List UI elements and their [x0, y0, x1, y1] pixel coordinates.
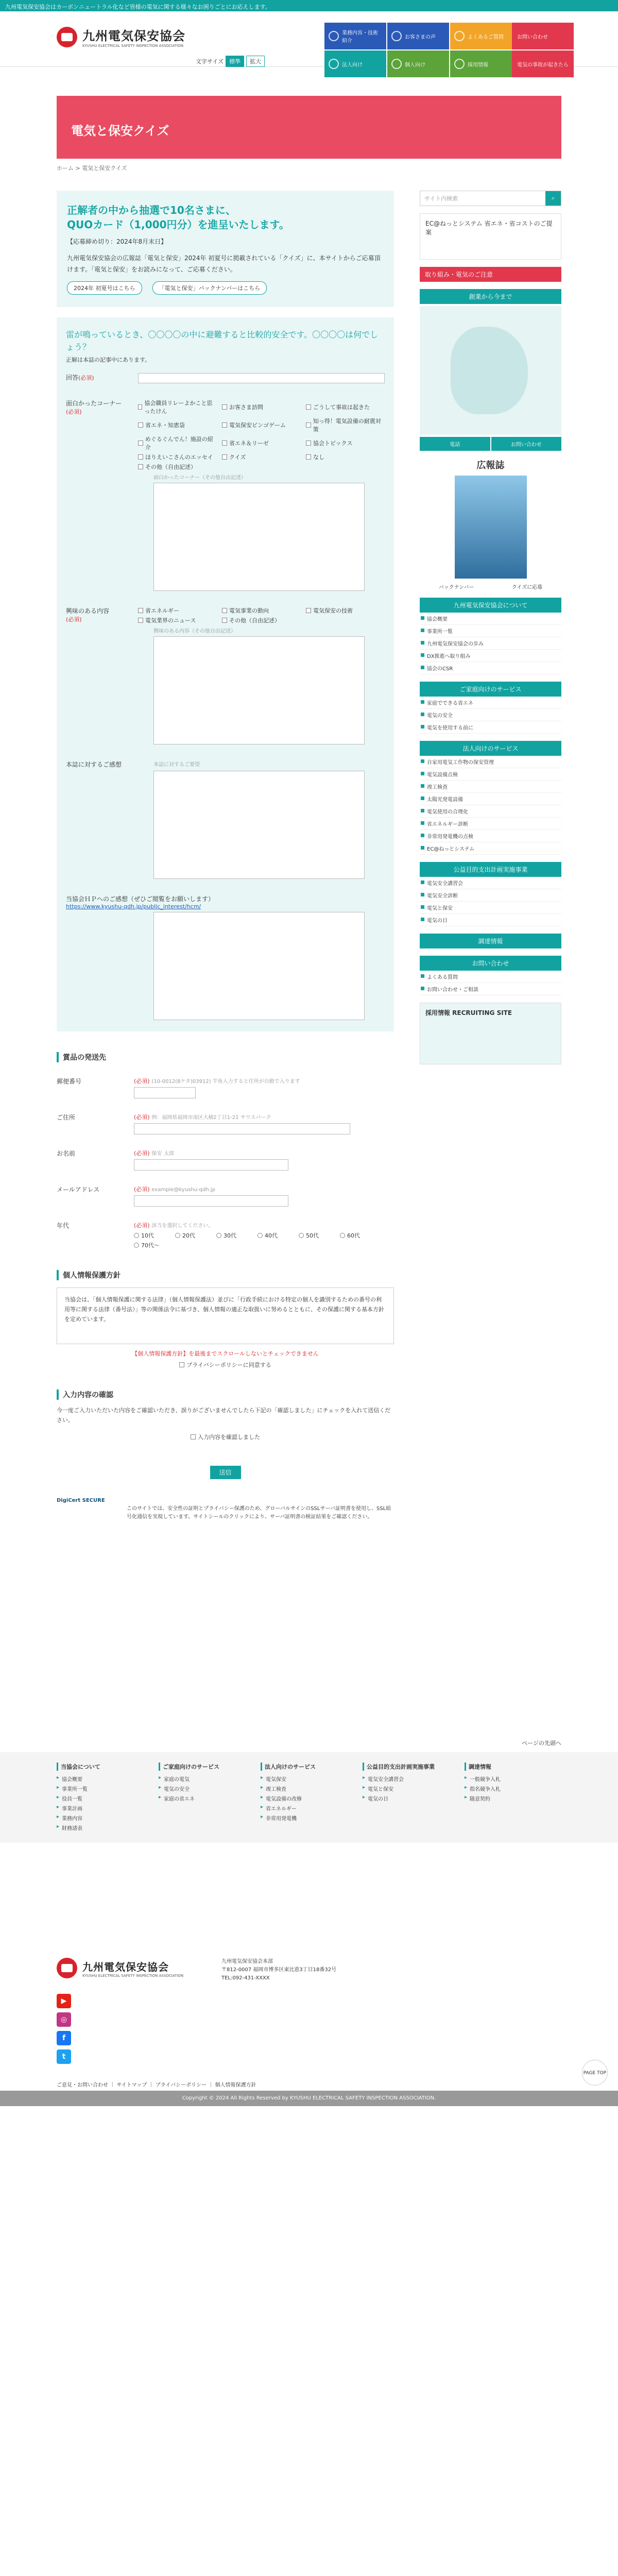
interest-checkbox[interactable] — [222, 606, 301, 615]
nav-individual[interactable] — [387, 50, 449, 77]
footer-link[interactable]: ▸ 電気の日 — [363, 1793, 459, 1803]
footer-logo-sub: KYUSHU ELECTRICAL SAFETY INSPECTION ASSOCIATION — [82, 1973, 184, 1978]
age-hint: 該当を選択してください。 — [151, 1223, 214, 1229]
quiz-form — [57, 317, 394, 1031]
age-radio[interactable] — [175, 1231, 211, 1240]
footer-link[interactable]: ▸ 電気の安全 — [159, 1784, 255, 1793]
web-label: 当協会ＨＰへのご感想（ぜひご閲覧をお願いします） — [66, 895, 215, 903]
corner-checkbox[interactable] — [138, 399, 217, 415]
notice-body: 九州電気保安協会の広報誌「電気と保安」2024年 初夏号に掲載されている「クイズ」に、本サイトからご応募頂けます。「電気と保安」をお読みになって、ご応募ください。 — [67, 255, 381, 273]
web-textarea[interactable] — [153, 912, 365, 1020]
contact-link[interactable]: よくある質問 — [420, 971, 561, 983]
interest-checkbox[interactable] — [222, 616, 301, 624]
radio-label: 50代 — [306, 1232, 319, 1240]
name-label: お名前 — [57, 1150, 76, 1158]
footer-link[interactable]: ▸ 指名競争入札 — [465, 1784, 561, 1793]
footer — [0, 1739, 618, 2101]
logo-icon — [57, 1958, 77, 1978]
address-input[interactable] — [134, 1123, 350, 1134]
nav-recruit[interactable] — [450, 50, 512, 77]
nav-label: よくあるご質問 — [468, 34, 504, 40]
back-number-link[interactable]: バックナンバー — [438, 585, 474, 590]
facebook-icon[interactable]: f — [57, 2031, 71, 2045]
voice-icon — [391, 31, 402, 41]
zip-label: 郵便番号 — [57, 1078, 82, 1086]
required-mark: (必須) — [66, 409, 82, 416]
email-hint: example@kyushu-qdh.jp — [151, 1187, 215, 1193]
interest-checkbox[interactable] — [138, 606, 217, 615]
corner-checkbox[interactable] — [222, 453, 301, 461]
privacy-warning: 【個人情報保護方針】を最後までスクロールしないとチェックできません — [132, 1350, 319, 1358]
main-content — [57, 191, 394, 1529]
zip-hint: (10-0012(8ケタ)03912) 半角入力すると住所が自動で入ります — [151, 1079, 300, 1085]
biz-link[interactable]: 電気設備点検 — [420, 768, 561, 781]
nav-voice[interactable] — [387, 23, 449, 49]
about-link[interactable]: 協会のCSR — [420, 662, 561, 674]
twitter-icon[interactable]: t — [57, 2049, 71, 2064]
nav-corporate[interactable] — [324, 50, 386, 77]
address-label: ご住所 — [57, 1114, 76, 1122]
map-contact-button[interactable]: お問い合わせ — [491, 437, 562, 451]
page-title: 電気と保安クイズ — [71, 124, 169, 138]
checkbox-label: なし — [313, 454, 324, 461]
web-link[interactable]: https://www.kyushu-qdh.jp/public_interest/hcm/ — [66, 903, 201, 910]
privacy-agree-label: プライバシーポリシーに同意する — [186, 1362, 271, 1369]
current-issue-button[interactable]: 2024年 初夏号はこちら — [67, 281, 142, 295]
contact-label: お問い合わせ — [517, 34, 548, 40]
person-icon — [454, 59, 465, 69]
name-input[interactable] — [134, 1159, 288, 1171]
biz-link[interactable]: 電気使用の合理化 — [420, 805, 561, 818]
quiz-link[interactable]: クイズに応募 — [511, 585, 543, 590]
kyushu-map[interactable] — [420, 306, 561, 435]
required-mark: (必須) — [134, 1186, 150, 1193]
corner-label: 面白かったコーナー — [66, 400, 122, 408]
youtube-icon[interactable]: ▶ — [57, 1994, 71, 2008]
request-label: 本誌に対するご感想 — [66, 761, 122, 769]
corner-free-hint: 面白かったコーナー（その他自由記述） — [153, 475, 246, 481]
checkbox-label: その他（自由記述） — [229, 617, 280, 624]
age-radios — [134, 1231, 376, 1249]
nav-business[interactable] — [324, 23, 386, 49]
interest-checkboxes — [138, 606, 385, 624]
nav-label: 個人向け — [405, 62, 425, 68]
footer-address: 九州電気保安協会本部 〒812-0007 福岡市博多区東比恵3丁目18番32号 TEL:092-431-XXXX — [221, 1959, 337, 1981]
interest-label: 興味のある内容 — [66, 607, 110, 615]
checkbox-label: 電気保安の技術 — [313, 607, 353, 615]
topbar: 九州電気保安協会はカーボンニュートラル化など皆様の電気に関する様々なお困りごとにお応えします。 — [0, 0, 618, 11]
interest-checkbox[interactable] — [306, 606, 385, 615]
age-radio[interactable] — [299, 1231, 335, 1240]
checkbox-label: 電気保安ビンゴゲーム — [229, 422, 286, 429]
nav-faq[interactable] — [450, 23, 512, 49]
footer-logo[interactable] — [57, 1958, 183, 1978]
public-bar: 公益目的支出計画実施事業 — [420, 862, 561, 877]
map-phone-button[interactable]: 電話 — [420, 437, 490, 451]
confirm-section-title: 入力内容の確認 — [57, 1389, 394, 1400]
footer-col-title: 法人向けのサービス — [261, 1762, 357, 1771]
search-placeholder: サイト内検索 — [424, 195, 458, 202]
notice-line1: 正解者の中から抽選で10名さまに、 — [67, 204, 236, 216]
corner-checkbox[interactable] — [222, 435, 301, 451]
footer-link[interactable]: ▸ 随意契約 — [465, 1793, 561, 1803]
sidebar — [420, 191, 561, 1064]
pagetop-button[interactable]: PAGE TOP — [582, 2060, 608, 2086]
checkbox-label: 省エネ＆リーゼ — [229, 440, 269, 447]
sns-links — [57, 1994, 71, 2064]
header-red-buttons — [512, 23, 574, 77]
footer-link[interactable]: ▸ 家庭の電気 — [159, 1774, 255, 1784]
age-radio[interactable] — [134, 1241, 170, 1249]
footer-link[interactable]: ▸ 事業所一覧 — [57, 1784, 153, 1793]
breadcrumb: ホーム > 電気と保安クイズ — [57, 165, 127, 172]
radio-label: 30代 — [224, 1232, 236, 1240]
prize-notice — [57, 191, 394, 307]
corner-checkbox[interactable] — [138, 435, 217, 451]
radio-label: 40代 — [265, 1232, 278, 1240]
footer-col-title: 調達情報 — [465, 1762, 561, 1771]
required-mark: (必須) — [134, 1150, 150, 1157]
prize-section-title: 賞品の発送先 — [57, 1052, 394, 1062]
corner-checkbox[interactable] — [306, 435, 385, 451]
required-mark: (必須) — [134, 1078, 150, 1085]
nav-label: 採用情報 — [468, 62, 488, 68]
faq-icon — [454, 31, 465, 41]
ec-net-banner[interactable]: EC@ねっとシステム 省エネ・省コストのご提案 — [420, 213, 561, 260]
required-mark: (必須) — [78, 375, 94, 382]
header-nav — [324, 23, 512, 77]
footer-link[interactable]: ▸ 役員一覧 — [57, 1793, 153, 1803]
corner-checkbox[interactable] — [222, 417, 301, 433]
footer-link[interactable]: ▸ 電気安全講習会 — [363, 1774, 459, 1784]
page-hero — [57, 96, 561, 159]
request-textarea[interactable] — [153, 771, 365, 879]
biz-link[interactable]: 自家用電気工作物の保安管理 — [420, 756, 561, 768]
age-radio[interactable] — [134, 1231, 170, 1240]
public-link[interactable]: 電気と保安 — [420, 902, 561, 914]
checkbox-label: 知っ得！電気設備の耐震対策 — [313, 418, 381, 433]
age-radio[interactable] — [340, 1231, 376, 1240]
privacy-policy-box[interactable]: 当協会は、「個人情報保護に関する法律」（個人情報保護法）並びに「行政手続における特定の個人を識別するための番号の利用等に関する法律（番号法）」等の関係法令に基づき、個人情報の適正な取扱いに努めるとともに、その保護に関する基本方針を定めています。 — [57, 1287, 394, 1344]
submit-button[interactable]: 送信 — [210, 1466, 241, 1479]
about-link[interactable]: 事業所一覧 — [420, 625, 561, 637]
about-link[interactable]: 協会概要 — [420, 613, 561, 625]
corner-free-textarea[interactable] — [153, 483, 365, 591]
biz-link[interactable]: 太陽光発電設備 — [420, 793, 561, 805]
footer-link[interactable]: ▸ 竣工検査 — [261, 1784, 357, 1793]
checkbox-label: めぐるぐんでん！施設の紹介 — [145, 436, 213, 451]
privacy-agree-checkbox[interactable] — [57, 1361, 394, 1369]
biz-link[interactable]: EC@ねっとシステム — [420, 842, 561, 855]
checkbox-label: ごうして事故は起きた — [313, 404, 370, 411]
zip-input[interactable] — [134, 1087, 196, 1098]
request-hint: 本誌に対するご要望 — [153, 762, 200, 768]
fontsize-standard-button[interactable]: 標準 — [226, 56, 244, 67]
footer-link[interactable]: ▸ 電気保安 — [261, 1774, 357, 1784]
nav-label: 業務内容・技術紹介 — [342, 30, 378, 44]
accident-label: 電気の事故が起きたら — [517, 62, 569, 68]
notice-deadline: 【応募締め切り：2024年8月末日】 — [67, 238, 167, 245]
back-number-button[interactable]: 「電気と保安」バックナンバーはこちら — [152, 281, 267, 295]
footer-link[interactable]: ▸ 業務内容 — [57, 1813, 153, 1823]
site-search-input[interactable] — [420, 191, 561, 206]
required-mark: (必須) — [134, 1222, 150, 1229]
footer-bottom — [0, 1958, 618, 2101]
interest-free-hint: 興味のある内容（その他自由記述） — [153, 629, 236, 635]
age-radio[interactable] — [216, 1231, 252, 1240]
footer-link[interactable]: ▸ 電気設備の改修 — [261, 1793, 357, 1803]
biz-link[interactable]: 省エネルギー診断 — [420, 818, 561, 830]
ssl-seal[interactable]: DigiCert SECURE — [57, 1497, 105, 1503]
interest-free-textarea[interactable] — [153, 636, 365, 744]
history-bar[interactable]: 創業から今まで — [420, 289, 561, 304]
footer-col-title: 当協会について — [57, 1762, 153, 1771]
radio-label: 10代 — [141, 1232, 154, 1240]
instagram-icon[interactable]: ◎ — [57, 2012, 71, 2027]
corner-checkbox[interactable] — [306, 417, 385, 433]
email-label: メールアドレス — [57, 1186, 100, 1194]
about-bar: 九州電気保安協会について — [420, 598, 561, 613]
footer-link[interactable]: ▸ 家庭の省エネ — [159, 1793, 255, 1803]
ssl-seal-row — [57, 1498, 394, 1529]
public-link[interactable]: 電気の日 — [420, 914, 561, 926]
name-hint-last: 保安 — [151, 1151, 162, 1157]
checkbox-label: その他（自由記述） — [145, 464, 196, 471]
quiz-hint: 正解は本誌の記事中にあります。 — [66, 357, 151, 364]
nav-label: 法人向け — [342, 62, 363, 68]
footer-col-title: 公益目的支出計画実施事業 — [363, 1762, 459, 1771]
notice-line2: QUOカード（1,000円分）を進呈いたします。 — [67, 218, 289, 231]
nav-label: お客さまの声 — [405, 34, 436, 40]
corner-checkboxes — [138, 399, 385, 471]
interest-checkbox[interactable] — [138, 616, 217, 624]
footer-link[interactable]: ▸ 省エネルギー — [261, 1803, 357, 1813]
site-logo[interactable] — [57, 26, 185, 48]
footer-link[interactable]: ▸ 電気と保安 — [363, 1784, 459, 1793]
home-service-bar: ご家庭向けのサービス — [420, 682, 561, 697]
footer-link[interactable]: ▸ 一般競争入札 — [465, 1774, 561, 1784]
footer-link[interactable]: ▸ 非常用発電機 — [261, 1813, 357, 1823]
required-mark: (必須) — [66, 616, 82, 623]
footer-col-title: ご家庭向けのサービス — [159, 1762, 255, 1771]
checkbox-label: 協会トピックス — [313, 440, 353, 447]
biz-link[interactable]: 竣工検査 — [420, 781, 561, 793]
checkbox-label: 省エネルギー — [145, 607, 179, 615]
search-icon[interactable]: ⌕ — [545, 191, 561, 206]
home-icon — [391, 59, 402, 69]
corner-checkbox[interactable] — [306, 453, 385, 461]
address-hint: 例：福岡県福岡市南区大楠2丁目1-21 サウスパーク — [151, 1115, 271, 1121]
email-input[interactable] — [134, 1195, 288, 1207]
about-link[interactable]: DX推進へ取り組み — [420, 650, 561, 662]
biz-link[interactable]: 非常用発電機の点検 — [420, 830, 561, 842]
magazine-title: 広報誌 — [476, 460, 505, 471]
recruit-banner[interactable]: 採用情報 RECRUITING SITE — [420, 1003, 561, 1064]
checkbox-label: お客さま訪問 — [229, 404, 263, 411]
accident-button[interactable] — [512, 50, 574, 77]
fontsize-large-button[interactable]: 拡大 — [246, 56, 265, 67]
quiz-question: 雷が鳴っているとき、〇〇〇〇の中に避難すると比較的安全です。〇〇〇〇は何でしょう？ — [66, 330, 379, 352]
radio-label: 20代 — [182, 1232, 195, 1240]
confirm-checkbox[interactable] — [57, 1433, 394, 1441]
home-link[interactable]: 家庭でできる省エネ — [420, 697, 561, 709]
footer-logo-title: 九州電気保安協会 — [82, 1960, 169, 1973]
fontsize-label: 文字サイズ — [196, 58, 224, 65]
logo-subtitle: KYUSHU ELECTRICAL SAFETY INSPECTION ASSOCIATION — [82, 44, 184, 48]
confirm-label: 入力内容を確認しました — [198, 1433, 260, 1440]
pagetop-link[interactable]: ページの先頭へ — [522, 1740, 561, 1747]
about-link[interactable]: 九州電気保安協会の歩み — [420, 637, 561, 650]
age-label: 年代 — [57, 1222, 70, 1230]
public-link[interactable]: 電気安全診断 — [420, 889, 561, 902]
copyright: Copyright © 2024 All Rights Reserved by KYUSHU ELECTRICAL SAFETY INSPECTION ASSOCIATION. — [0, 2091, 618, 2106]
corner-checkbox[interactable] — [306, 399, 385, 415]
footer-columns — [0, 1752, 618, 1843]
contact-bar: お問い合わせ — [420, 956, 561, 971]
corner-checkbox[interactable] — [222, 399, 301, 415]
privacy-section-title: 個人情報保護方針 — [57, 1270, 394, 1280]
home-link[interactable]: 電気を使用する前に — [420, 721, 561, 734]
notice-bar[interactable]: 取り組み・電気のご注意 — [420, 267, 561, 282]
header — [0, 11, 618, 67]
checkbox-label: クイズ — [229, 454, 246, 461]
checkbox-label: ほりえいこさんのエッセイ — [145, 454, 213, 461]
checkbox-label: 電気業界のニュース — [145, 617, 196, 624]
radio-label: 70代～ — [141, 1242, 160, 1249]
name-hint-first: 太郎 — [164, 1151, 175, 1157]
answer-label: 回答 — [66, 374, 79, 382]
business-icon — [329, 31, 339, 41]
building-icon — [329, 59, 339, 69]
footer-links[interactable]: ご意見・お問い合わせ ｜ サイトマップ ｜ プライバシーポリシー ｜ 個人情報保護方針 — [57, 2082, 256, 2088]
checkbox-label: 協会職員リレーよかこと思ったけん — [144, 400, 213, 415]
magazine-cover[interactable] — [455, 476, 527, 579]
font-size-switcher — [196, 56, 265, 67]
contact-link[interactable]: お問い合わせ・ご相談 — [420, 983, 561, 995]
logo-icon — [57, 27, 77, 47]
radio-label: 60代 — [347, 1232, 360, 1240]
corner-checkbox[interactable] — [138, 417, 217, 433]
required-mark: (必須) — [134, 1114, 150, 1121]
corner-checkbox[interactable] — [138, 453, 217, 461]
answer-input[interactable] — [138, 373, 385, 383]
corner-checkbox[interactable] — [138, 463, 217, 471]
checkbox-label: 電気事業の動向 — [229, 607, 269, 615]
public-link[interactable]: 電気安全講習会 — [420, 877, 561, 889]
procurement-bar[interactable]: 調達情報 — [420, 934, 561, 948]
ssl-text: このサイトでは、安全性の証明とプライバシー保護のため、グローバルサインのSSLサーバ証明書を使用し、SSL暗号化通信を実現しています。サイトシールのクリックにより、サーバ証明書の検証結果をご確認ください。 — [127, 1505, 391, 1520]
confirm-text: 今一度ご入力いただいた内容をご確認いただき、誤りがございませんでしたら下記の「確認しました」にチェックを入れて送信ください。 — [57, 1407, 391, 1423]
home-link[interactable]: 電気の安全 — [420, 709, 561, 721]
checkbox-label: 省エネ・知恵袋 — [145, 422, 185, 429]
logo-title: 九州電気保安協会 — [82, 29, 185, 43]
footer-link[interactable]: ▸ 財務諸表 — [57, 1823, 153, 1833]
biz-service-bar: 法人向けのサービス — [420, 741, 561, 756]
footer-link[interactable]: ▸ 事業計画 — [57, 1803, 153, 1813]
footer-link[interactable]: ▸ 協会概要 — [57, 1774, 153, 1784]
age-radio[interactable] — [258, 1231, 294, 1240]
contact-button[interactable] — [512, 23, 574, 49]
